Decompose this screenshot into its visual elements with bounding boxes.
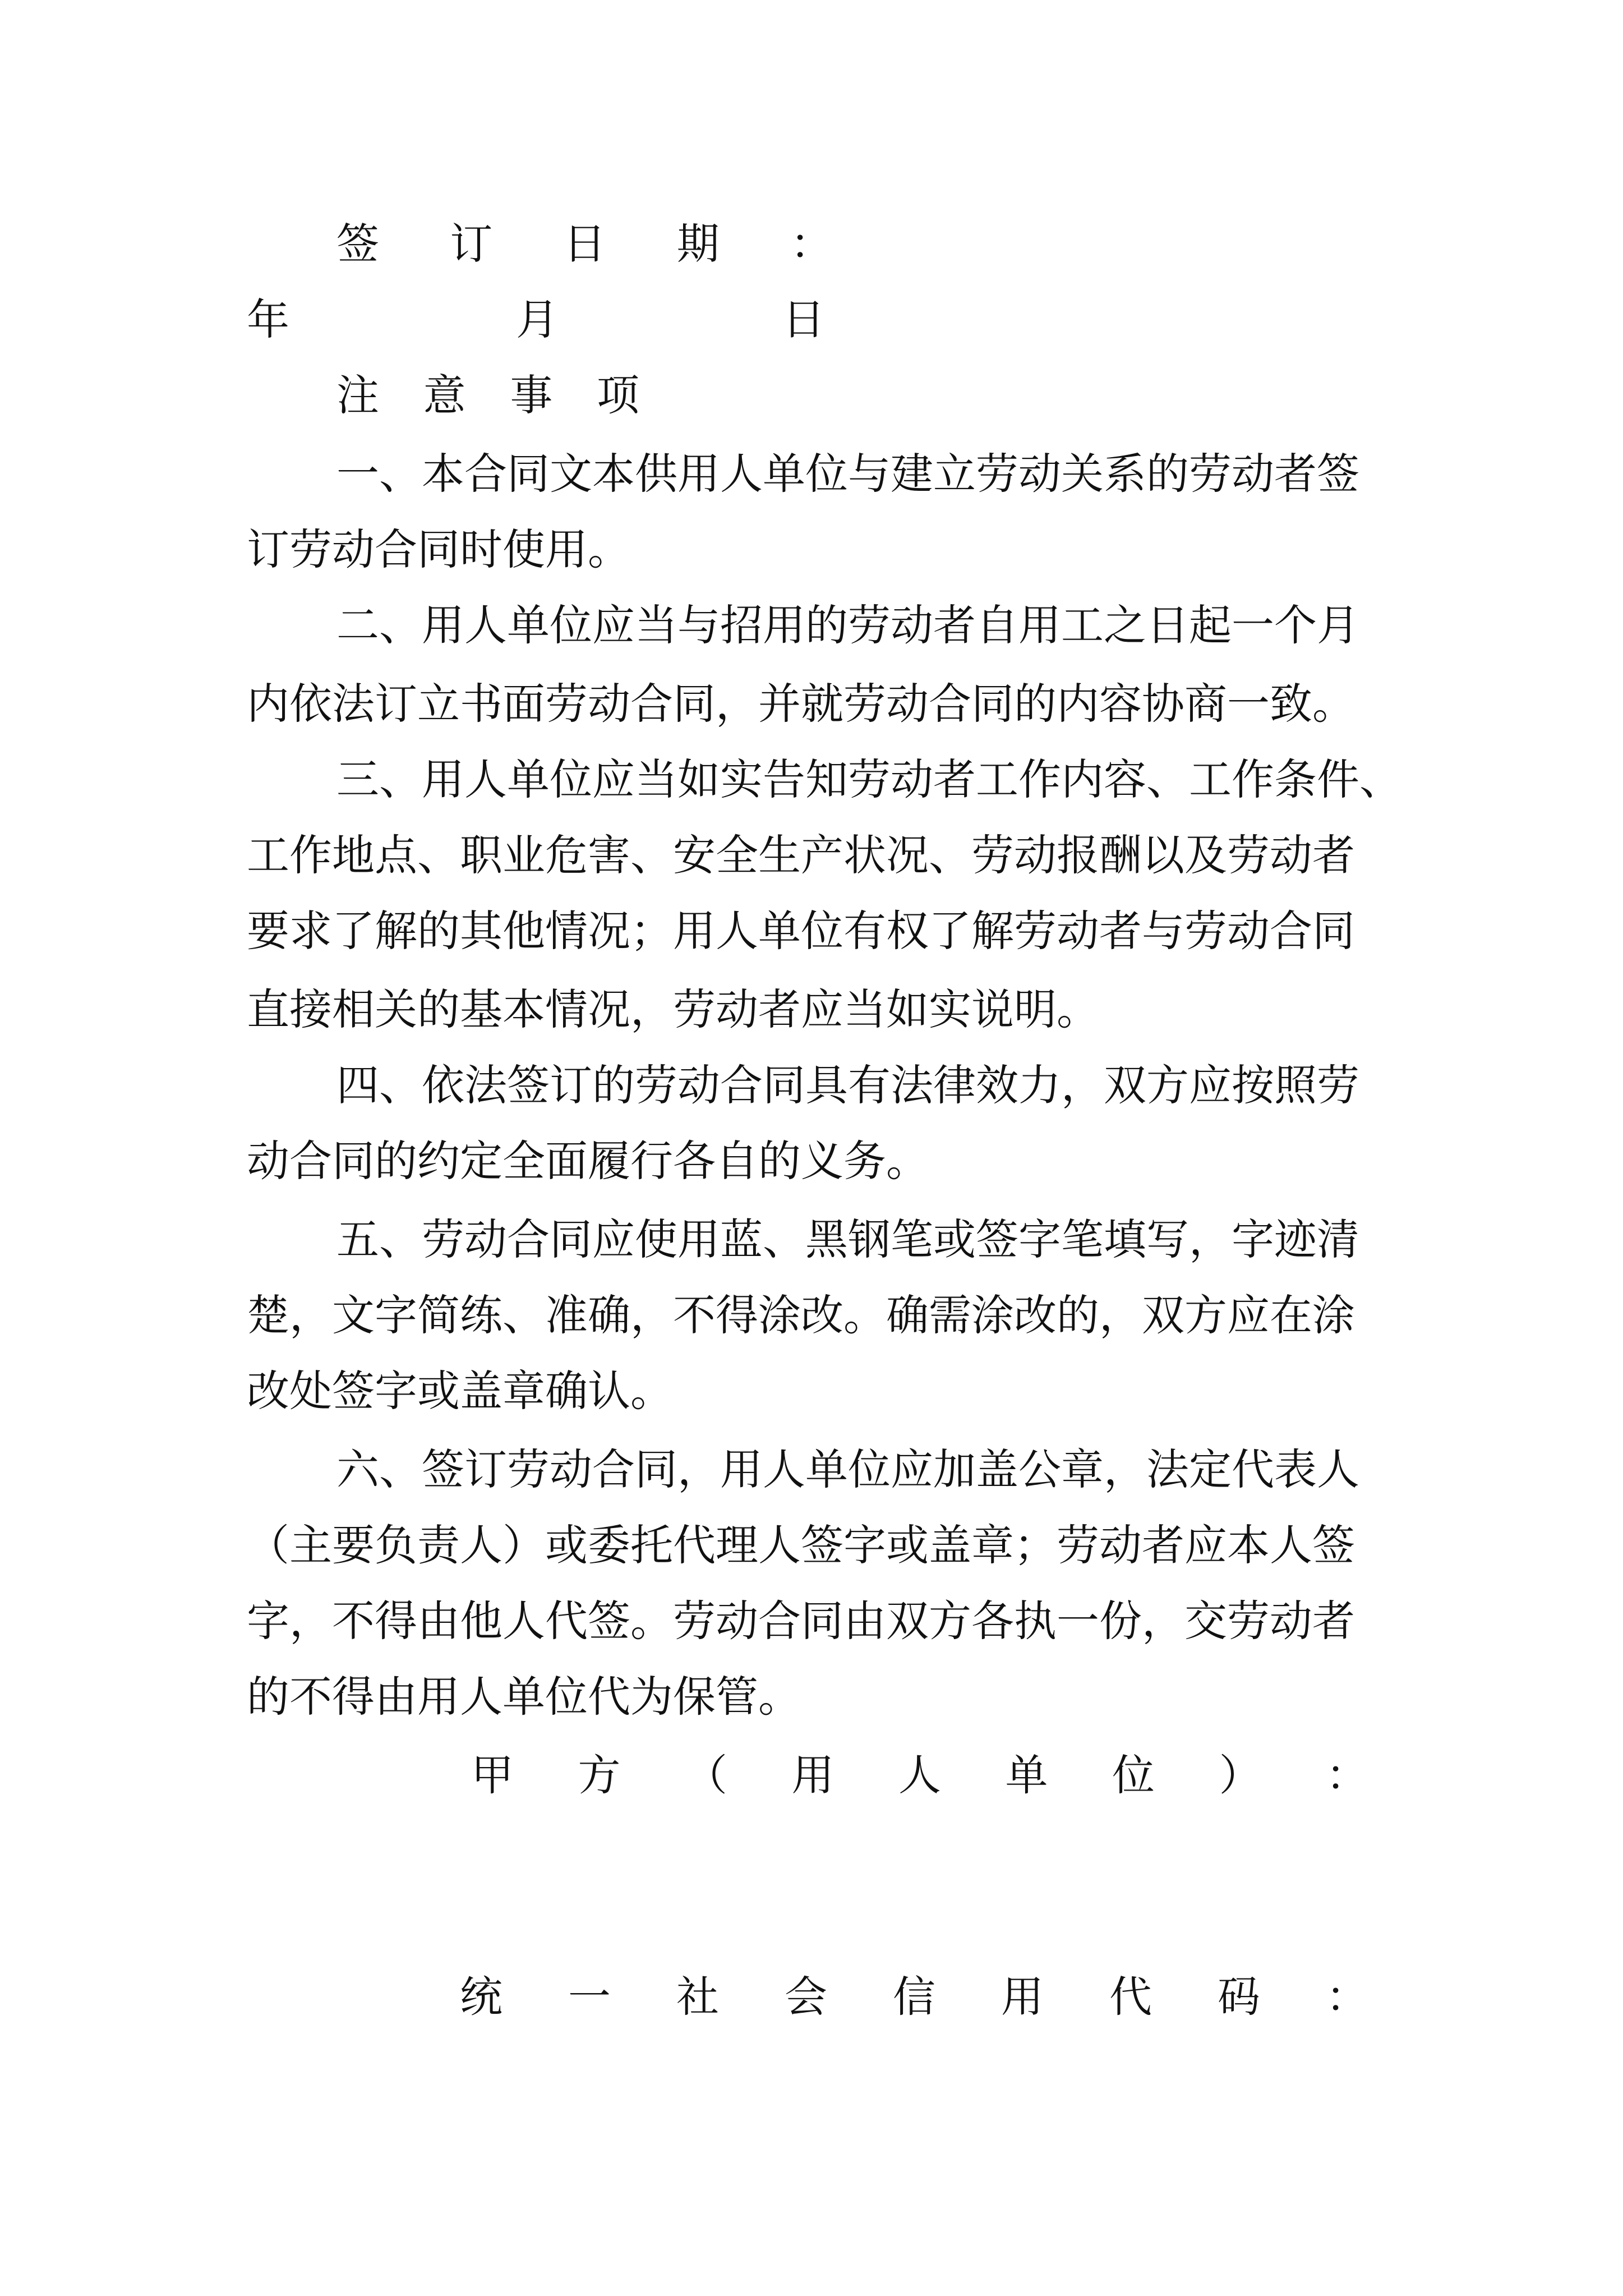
label-char: 签 (336, 219, 379, 269)
signing-date-label (336, 205, 833, 283)
notice-line: 工作地点、职业危害、安全生产状况、劳动报酬以及劳动者 (247, 830, 1355, 880)
signing-date-fields (247, 280, 1380, 359)
label-char: 单 (1005, 1750, 1048, 1800)
label-char: 用 (1001, 1972, 1044, 2022)
label-char: 会 (785, 1972, 827, 2022)
notice-line: 二、用人单位应当与招用的劳动者自用工之日起一个月 (336, 600, 1359, 650)
label-char: 期 (676, 219, 720, 269)
label-char: 一 (568, 1972, 611, 2022)
label-char: （ (685, 1750, 727, 1800)
label-char: 信 (893, 1972, 935, 2022)
notice-line: （主要负责人）或委托代理人签字或盖章；劳动者应本人签 (247, 1520, 1355, 1570)
notice-line: 楚，文字简练、准确，不得涂改。确需涂改的，双方应在涂 (247, 1290, 1355, 1340)
notice-line: 三、用人单位应当如实告知劳动者工作内容、工作条件、 (336, 754, 1402, 804)
notice-line: 的不得由用人单位代为保管。 (247, 1672, 801, 1722)
notice-line: 订劳动合同时使用。 (247, 524, 630, 574)
label-char: 位 (1112, 1750, 1155, 1800)
label-char: 代 (1109, 1972, 1152, 2022)
label-char: 甲 (471, 1750, 514, 1800)
label-char: ： (1326, 1750, 1368, 1800)
label-char: 日 (563, 219, 606, 269)
label-char: 意 (423, 370, 466, 420)
label-char: 人 (898, 1750, 941, 1800)
notice-line: 要求了解的其他情况；用人单位有权了解劳动者与劳动合同 (247, 906, 1355, 956)
notice-line: 一、本合同文本供用人单位与建立劳动关系的劳动者签 (336, 449, 1359, 499)
label-char: 码 (1218, 1972, 1260, 2022)
year-label: 年 (247, 295, 289, 344)
label-char: 注 (336, 370, 379, 420)
label-char: ： (1326, 1972, 1368, 2022)
label-char: 用 (791, 1750, 834, 1800)
notice-line: 四、依法签订的劳动合同具有法律效力，双方应按照劳 (336, 1060, 1359, 1110)
label-char: 方 (578, 1750, 621, 1800)
notice-line: 改处签字或盖章确认。 (247, 1366, 673, 1416)
label-char: 统 (460, 1972, 502, 2022)
notice-line: 字，不得由他人代签。劳动合同由双方各执一份，交劳动者 (247, 1596, 1355, 1646)
notice-line: 五、劳动合同应使用蓝、黑钢笔或签字笔填写，字迹清 (336, 1214, 1359, 1264)
notice-line: 动合同的约定全面履行各自的义务。 (247, 1136, 929, 1186)
notice-line: 直接相关的基本情况，劳动者应当如实说明。 (247, 984, 1099, 1034)
notice-line: 六、签订劳动合同，用人单位应加盖公章，法定代表人 (336, 1444, 1359, 1494)
label-char: ） (1219, 1750, 1262, 1800)
credit-code-label (460, 1958, 1368, 2036)
day-label: 日 (782, 295, 825, 344)
label-char: ： (790, 219, 833, 269)
label-char: 社 (676, 1972, 719, 2022)
party-a-label (471, 1736, 1368, 1815)
label-char: 事 (510, 370, 553, 420)
notice-line: 内依法订立书面劳动合同，并就劳动合同的内容协商一致。 (247, 679, 1355, 729)
month-label: 月 (516, 295, 559, 344)
label-char: 项 (596, 370, 639, 420)
label-char: 订 (450, 219, 493, 269)
notice-heading (336, 356, 639, 435)
